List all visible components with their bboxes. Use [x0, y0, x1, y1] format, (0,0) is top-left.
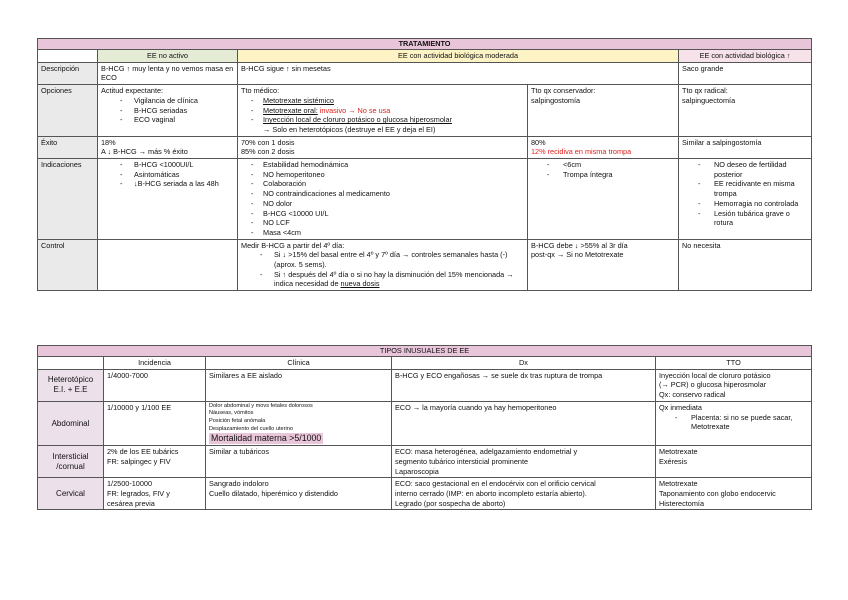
cell-cervical-dx — [392, 478, 656, 510]
cervical-clinica-2: Cuello dilatado, hiperémico y distendido — [209, 489, 338, 498]
cell-heterotopico-dx: B-HCG y ECO engañosas → se suele dx tras ruptura de trompa — [392, 369, 656, 401]
row-heterotopico — [38, 369, 812, 401]
opciones-medico-list — [241, 96, 524, 135]
row-control — [38, 239, 812, 291]
control-medico-list — [241, 250, 524, 289]
tipos-title: TIPOS INUSUALES DE EE — [38, 346, 812, 357]
list-item: - EE recidivante en misma trompa — [682, 179, 808, 198]
row-abdominal — [38, 401, 812, 445]
cell-descripcion-no-activo: B-HCG ↑ muy lenta y no vemos masa en ECO — [98, 62, 238, 84]
heterotopico-tto-2: (→ PCR) o glucosa hiperosmolar — [659, 380, 767, 390]
cervical-tto-2: Taponamiento con globo endocervic — [659, 489, 776, 498]
cell-control-alta: No necesita — [679, 239, 812, 291]
header-corner — [38, 50, 98, 63]
cell-opciones-medico — [238, 85, 528, 137]
exito-no-activo-pct: 18% — [101, 137, 116, 147]
nueva-dosis: nueva dosis — [340, 279, 380, 289]
intersticial-dx-3: Laparoscopia — [395, 466, 439, 476]
cell-heterotopico-incidencia: 1/4000-7000 — [104, 369, 206, 401]
col-header-dx: Dx — [392, 357, 656, 370]
qx-radical-value: salpinguectomía — [682, 95, 736, 105]
row-opciones — [38, 85, 812, 137]
cell-cervical-clinica — [206, 478, 392, 510]
intersticial-label: Intersticial — [52, 451, 89, 461]
header-corner — [38, 357, 104, 370]
row-label-abdominal: Abdominal — [38, 401, 104, 445]
list-item — [241, 106, 524, 116]
row-label-heterotopico — [38, 369, 104, 401]
cell-intersticial-dx — [392, 446, 656, 478]
intersticial-tto-2: Exéresis — [659, 456, 687, 466]
control-qx-2: post-qx → Si no Metotrexate — [531, 250, 624, 260]
cell-indicaciones-alta — [679, 159, 812, 240]
inyeccion-local: Inyección local de cloruro potásico o glucosa hiperosmolar — [263, 115, 453, 125]
exito-no-activo-note: A ↓ B-HCG → más % éxito — [101, 147, 188, 157]
row-descripcion — [38, 62, 812, 84]
exito-medico-2: 85% con 2 dosis — [241, 147, 295, 157]
row-label-opciones: Opciones — [38, 85, 98, 137]
list-item: - Hemorragia no controlada — [682, 199, 808, 209]
col-header-alta: EE con actividad biológica ↑ — [679, 50, 812, 63]
abdominal-tto-1: Qx inmediata — [659, 402, 702, 412]
list-item — [241, 96, 524, 106]
list-item — [241, 270, 524, 289]
col-header-no-activo: EE no activo — [98, 50, 238, 63]
cell-exito-qx-conservador — [528, 136, 679, 158]
cell-opciones-qx-radical — [679, 85, 812, 137]
cervical-incidencia-2: FR: legrados, FIV y — [107, 489, 170, 498]
cervical-dx-2: interno cerrado (IMP: en aborto incompleto estaría abierto). — [395, 489, 587, 498]
abdominal-clinica-2: Náuseas, vómitos — [209, 410, 254, 417]
cell-heterotopico-tto — [656, 369, 812, 401]
cervical-dx-1: ECO: saco gestacional en el endocérvix con el orificio cervical — [395, 479, 596, 489]
col-header-moderada: EE con actividad biológica moderada — [238, 50, 679, 63]
abdominal-clinica-3: Posición fetal anómala — [209, 418, 266, 424]
metotrexate-oral: Metotrexate oral: — [263, 105, 318, 115]
control-qx-1: B-HCG debe ↓ >55% al 3r día — [531, 240, 628, 250]
heterotopico-tto-3: Qx: conservo radical — [659, 390, 726, 400]
cervical-tto-3: Histerectomía — [659, 498, 705, 508]
heterotopico-label: Heterotópico — [47, 375, 94, 385]
exito-qx-recidiva: 12% recidiva en misma trompa — [531, 147, 632, 157]
list-item: - Placenta: si no se puede sacar, Metotrexate — [659, 413, 808, 432]
cell-descripcion-moderada: B-HCG sigue ↑ sin mesetas — [238, 62, 679, 84]
row-exito — [38, 136, 812, 158]
list-item: - NO deseo de fertilidad posterior — [682, 160, 808, 179]
tratamiento-title: TRATAMIENTO — [38, 39, 812, 50]
cell-indicaciones-medico — [238, 159, 528, 240]
qx-conservador-value: salpingostomía — [531, 95, 581, 105]
row-label-descripcion: Descripción — [38, 62, 98, 84]
row-label-indicaciones: Indicaciones — [38, 159, 98, 240]
row-label-control: Control — [38, 239, 98, 291]
cell-abdominal-tto — [656, 401, 812, 445]
mortalidad-materna: Mortalidad materna >5/1000 — [211, 433, 322, 444]
cell-intersticial-tto — [656, 446, 812, 478]
cell-control-no-activo — [98, 239, 238, 291]
cell-heterotopico-clinica: Similares a EE aislado — [206, 369, 392, 401]
row-label-cervical: Cervical — [38, 478, 104, 510]
list-item: - Trompa íntegra — [531, 170, 675, 180]
col-header-tto: TTO — [656, 357, 812, 370]
cell-cervical-tto — [656, 478, 812, 510]
intersticial-incidencia-1: 2% de los EE tubárics — [107, 447, 179, 457]
abdominal-tto-list — [659, 413, 808, 432]
cell-exito-medico — [238, 136, 528, 158]
list-item: - NO LCF — [241, 218, 524, 228]
list-item: - Vigilancia de clínica — [101, 96, 234, 106]
cell-exito-no-activo — [98, 136, 238, 158]
cell-indicaciones-qx-conservador — [528, 159, 679, 240]
list-item: - NO contraindicaciones al medicamento — [241, 189, 524, 199]
list-item: - <6cm — [531, 160, 675, 170]
cervical-incidencia-1: 1/2500-10000 — [107, 479, 153, 489]
list-item: - Masa <4cm — [241, 228, 524, 238]
cell-opciones-qx-conservador — [528, 85, 679, 137]
heterotopico-sublabel: E.I. + E.E — [53, 385, 88, 395]
list-item: - Lesión tubárica grave o rotura — [682, 209, 808, 228]
qx-conservador-title: Tto qx conservador: — [531, 86, 596, 96]
heterotopico-tto-1: Inyección local de cloruro potásico — [659, 370, 771, 380]
intersticial-tto-1: Metotrexate — [659, 447, 698, 457]
cervical-dx-3: Legrado (por sospecha de aborto) — [395, 498, 506, 508]
indicaciones-no-activo-list — [101, 160, 234, 189]
list-item: - B-HCG <10000 UI/L — [241, 209, 524, 219]
cell-intersticial-incidencia — [104, 446, 206, 478]
indicaciones-alta-list — [682, 160, 808, 228]
cell-intersticial-clinica: Similar a tubáricos — [206, 446, 392, 478]
indicaciones-medico-list — [241, 160, 524, 238]
list-item: - Estabilidad hemodinámica — [241, 160, 524, 170]
cell-control-medico — [238, 239, 528, 291]
list-item: - B-HCG <1000UI/L — [101, 160, 234, 170]
cervical-tto-1: Metotrexate — [659, 479, 698, 489]
tratamiento-table — [37, 38, 812, 291]
cell-abdominal-incidencia: 1/10000 y 1/100 EE — [104, 401, 206, 445]
list-item: - NO hemoperitoneo — [241, 170, 524, 180]
metotrexate-sistemico: Metotrexate sistémico — [263, 95, 334, 105]
list-item: - Si ↓ >15% del basal entre el 4º y 7º día → controles semanales hasta (-) (aprox. 5 sems). — [241, 250, 524, 269]
exito-qx-pct: 80% — [531, 137, 546, 147]
list-item: - Asintomáticas — [101, 170, 234, 180]
abdominal-clinica-1: Dolor abdominal y movs fetales dolorosos — [209, 402, 313, 409]
opciones-medico-title: Tto médico: — [241, 86, 280, 96]
indicaciones-qx-list — [531, 160, 675, 179]
intersticial-dx-1: ECO: masa heterogénea, adelgazamiento endometrial y — [395, 447, 578, 457]
abdominal-clinica-4: Desplazamiento del cuello uterino — [209, 425, 293, 432]
cervical-incidencia-3: cesárea previa — [107, 498, 155, 508]
row-label-exito: Éxito — [38, 136, 98, 158]
intersticial-dx-2: segmento tubárico intersticial prominente — [395, 456, 529, 466]
cell-control-qx-conservador — [528, 239, 679, 291]
control-medico-title: Medir B-HCG a partir del 4º día: — [241, 240, 345, 250]
cell-exito-alta: Similar a salpingostomía — [679, 136, 812, 158]
cell-cervical-incidencia — [104, 478, 206, 510]
exito-medico-1: 70% con 1 dosis — [241, 137, 295, 147]
metotrexate-oral-note: invasivo → No se usa — [319, 105, 391, 115]
list-item: - NO dolor — [241, 199, 524, 209]
cell-indicaciones-no-activo — [98, 159, 238, 240]
cervical-clinica-1: Sangrado indoloro — [209, 479, 269, 489]
intersticial-incidencia-2: FR: salpingec y FIV — [107, 456, 171, 466]
row-label-intersticial — [38, 446, 104, 478]
tipos-inusuales-table — [37, 345, 812, 510]
col-header-incidencia: Incidencia — [104, 357, 206, 370]
cell-descripcion-alta: Saco grande — [679, 62, 812, 84]
list-item: - Colaboración — [241, 179, 524, 189]
list-item: - B-HCG seriadas — [101, 106, 234, 116]
inyeccion-local-note: → Solo en heterotópicos (destruye el EE y deja el EI) — [263, 124, 436, 134]
row-indicaciones — [38, 159, 812, 240]
cell-abdominal-dx: ECO → la mayoría cuando ya hay hemoperitoneo — [392, 401, 656, 445]
list-item: - ECO vaginal — [101, 115, 234, 125]
row-cervical — [38, 478, 812, 510]
intersticial-sublabel: /cornual — [56, 461, 85, 471]
col-header-clinica: Clínica — [206, 357, 392, 370]
opciones-expectante-list — [101, 96, 234, 125]
list-item — [241, 115, 524, 134]
opciones-expectante-title: Actitud expectante: — [101, 86, 164, 96]
control-medico-2: Si ↑ después del 4º día o si no hay la disminución del 15% mencionada → indica necesidad de — [274, 269, 514, 289]
row-intersticial — [38, 446, 812, 478]
list-item: - ↓B-HCG seriada a las 48h — [101, 179, 234, 189]
qx-radical-title: Tto qx radical: — [682, 86, 728, 96]
cell-opciones-no-activo — [98, 85, 238, 137]
cell-abdominal-clinica — [206, 401, 392, 445]
